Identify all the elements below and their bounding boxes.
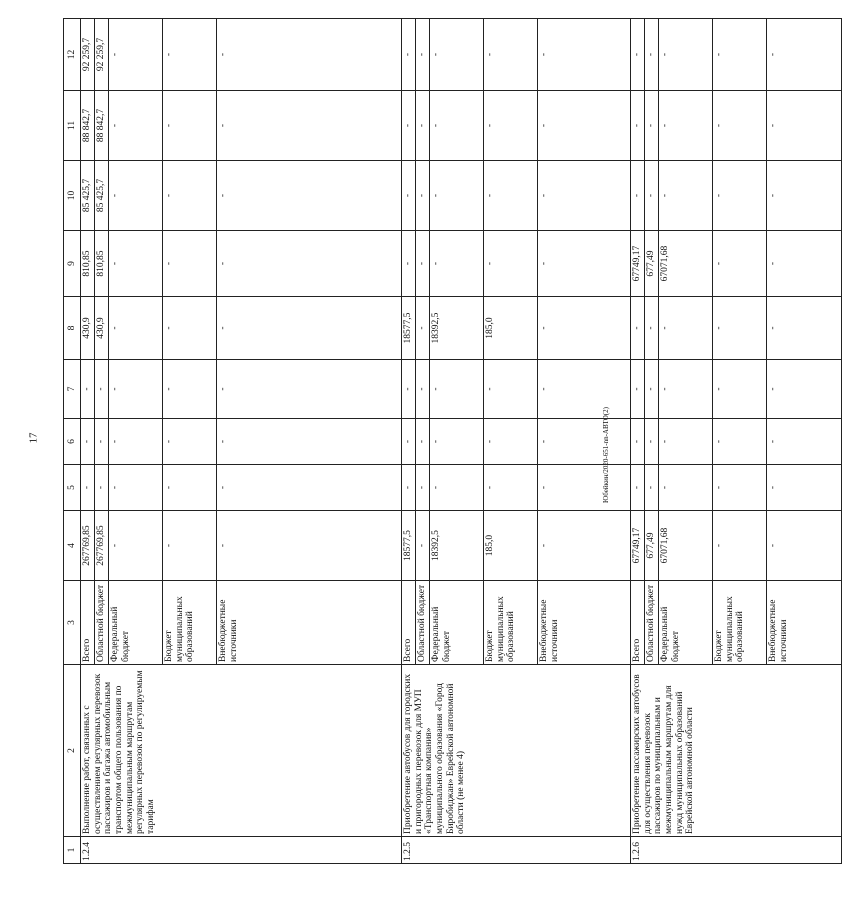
funding-value: - (416, 465, 430, 511)
funding-value: 92 259,7 (95, 19, 109, 91)
funding-value: - (631, 360, 645, 419)
funding-value: - (430, 19, 484, 91)
funding-value: - (81, 419, 95, 465)
column-number-6: 6 (64, 419, 81, 465)
column-number-4: 4 (64, 511, 81, 581)
funding-value: 18577,5 (402, 511, 416, 581)
funding-source: Бюджет муниципальных образований (484, 581, 538, 665)
funding-value: - (767, 465, 842, 511)
funding-value: 185,0 (484, 511, 538, 581)
funding-value: - (163, 419, 217, 465)
funding-value: 810,85 (95, 231, 109, 297)
funding-value: - (109, 419, 163, 465)
funding-value: - (713, 19, 767, 91)
funding-value: - (217, 91, 402, 161)
funding-value: - (163, 297, 217, 360)
funding-value: - (713, 419, 767, 465)
funding-value: - (416, 231, 430, 297)
funding-value: - (109, 465, 163, 511)
funding-value: - (416, 161, 430, 231)
item-title: Приобретение автобусов для городских и пригородных перевозок для МУП «Транспортная компания» муниципального образования «Город Биробиджан» Еврейской автономной области (не менее 4) (402, 665, 631, 837)
funding-value: 267769,85 (95, 511, 109, 581)
funding-value: 677,49 (645, 511, 659, 581)
funding-value: - (767, 511, 842, 581)
funding-value: - (645, 19, 659, 91)
column-number-3: 3 (64, 581, 81, 665)
funding-value: - (538, 511, 631, 581)
funding-value: - (163, 360, 217, 419)
funding-value: - (538, 297, 631, 360)
funding-value: 92 259,7 (81, 19, 95, 91)
funding-value: 85 425,7 (81, 161, 95, 231)
funding-value: - (484, 231, 538, 297)
funding-value: - (767, 419, 842, 465)
funding-value: - (163, 91, 217, 161)
funding-value: - (767, 297, 842, 360)
funding-value: - (109, 297, 163, 360)
column-number-8: 8 (64, 297, 81, 360)
funding-value: 67071,68 (659, 511, 713, 581)
funding-source: Областной бюджет (416, 581, 430, 665)
funding-value: - (659, 465, 713, 511)
column-number-2: 2 (64, 665, 81, 837)
funding-value: - (538, 231, 631, 297)
funding-value: - (109, 360, 163, 419)
funding-value: 18392,5 (430, 297, 484, 360)
funding-value: - (484, 161, 538, 231)
funding-value: - (109, 91, 163, 161)
funding-value: 88 842,7 (81, 91, 95, 161)
funding-value: - (659, 419, 713, 465)
funding-value: 430,9 (95, 297, 109, 360)
funding-value: - (484, 19, 538, 91)
funding-value: - (416, 511, 430, 581)
funding-value: - (416, 19, 430, 91)
funding-value: - (217, 297, 402, 360)
funding-value: - (95, 419, 109, 465)
funding-value: - (95, 360, 109, 419)
funding-source: Всего (402, 581, 416, 665)
item-number: 1.2.6 (631, 837, 842, 864)
funding-source: Федеральный бюджет (659, 581, 713, 665)
funding-value: - (645, 91, 659, 161)
funding-value: 67749,17 (631, 511, 645, 581)
funding-source: Бюджет муниципальных образований (713, 581, 767, 665)
funding-value: - (713, 360, 767, 419)
column-number-1: 1 (64, 837, 81, 864)
funding-value: - (402, 465, 416, 511)
funding-value: 267769,85 (81, 511, 95, 581)
funding-value: - (416, 297, 430, 360)
funding-value: - (538, 91, 631, 161)
funding-value: - (631, 297, 645, 360)
funding-value: - (645, 297, 659, 360)
funding-value: 85 425,7 (95, 161, 109, 231)
funding-value: - (645, 465, 659, 511)
funding-value: - (163, 511, 217, 581)
funding-value: - (109, 161, 163, 231)
funding-value: - (484, 360, 538, 419)
table-row (81, 19, 95, 864)
funding-value: 88 842,7 (95, 91, 109, 161)
funding-value: - (430, 419, 484, 465)
funding-value: - (538, 419, 631, 465)
funding-value: - (430, 360, 484, 419)
funding-value: - (631, 91, 645, 161)
funding-source: Федеральный бюджет (430, 581, 484, 665)
page-number: 17 (27, 432, 40, 444)
funding-source: Бюджет муниципальных образований (163, 581, 217, 665)
funding-value: - (430, 465, 484, 511)
funding-value: - (538, 161, 631, 231)
funding-value: - (713, 511, 767, 581)
funding-value: - (402, 91, 416, 161)
funding-value: - (402, 419, 416, 465)
funding-source: Внебюджетные источники (767, 581, 842, 665)
funding-value: - (631, 419, 645, 465)
funding-value: - (109, 231, 163, 297)
funding-source: Всего (81, 581, 95, 665)
funding-source: Внебюджетные источники (538, 581, 631, 665)
funding-value: - (430, 91, 484, 161)
funding-value: - (659, 91, 713, 161)
funding-value: - (631, 465, 645, 511)
funding-value: - (217, 161, 402, 231)
funding-value: - (713, 465, 767, 511)
funding-value: 677,49 (645, 231, 659, 297)
funding-value: - (217, 465, 402, 511)
funding-source: Областной бюджет (645, 581, 659, 665)
funding-value: - (81, 465, 95, 511)
funding-value: - (163, 161, 217, 231)
funding-value: - (659, 297, 713, 360)
funding-value: - (430, 231, 484, 297)
funding-value: - (538, 19, 631, 91)
funding-value: - (767, 19, 842, 91)
funding-value: - (631, 19, 645, 91)
table-body (64, 19, 842, 864)
funding-table (63, 18, 842, 864)
funding-value: - (163, 465, 217, 511)
funding-value: - (402, 19, 416, 91)
funding-value: - (767, 91, 842, 161)
funding-value: - (430, 161, 484, 231)
funding-value: - (402, 360, 416, 419)
funding-value: - (109, 19, 163, 91)
funding-value: - (402, 231, 416, 297)
funding-value: - (217, 360, 402, 419)
funding-value: 18577,5 (402, 297, 416, 360)
funding-value: 185,0 (484, 297, 538, 360)
funding-value: 810,85 (81, 231, 95, 297)
item-title: Приобретение пассажирских автобусов для осуществления перевозок пассажиров по муниципальным и межмуниципальным маршрутам для нужд муниципальных образований Еврейской автономной области (631, 665, 842, 837)
funding-value: - (416, 91, 430, 161)
funding-value: - (631, 161, 645, 231)
funding-value: - (416, 360, 430, 419)
funding-value: - (163, 19, 217, 91)
funding-value: - (767, 360, 842, 419)
funding-value: - (484, 465, 538, 511)
header-row (64, 19, 81, 864)
funding-value: - (109, 511, 163, 581)
funding-source: Областной бюджет (95, 581, 109, 665)
funding-value: 430,9 (81, 297, 95, 360)
document-side-identifier: Юбейкин/2020-651-nn-АВТО(2) (602, 407, 610, 503)
funding-value: - (645, 419, 659, 465)
funding-value: - (645, 161, 659, 231)
funding-value: - (416, 419, 430, 465)
funding-value: - (163, 231, 217, 297)
funding-value: - (659, 360, 713, 419)
funding-source: Внебюджетные источники (217, 581, 402, 665)
column-number-11: 11 (64, 91, 81, 161)
column-number-7: 7 (64, 360, 81, 419)
column-number-10: 10 (64, 161, 81, 231)
funding-value: - (659, 19, 713, 91)
funding-value: - (217, 19, 402, 91)
funding-value: - (402, 161, 416, 231)
funding-value: - (713, 231, 767, 297)
column-number-5: 5 (64, 465, 81, 511)
funding-value: - (81, 360, 95, 419)
column-number-12: 12 (64, 19, 81, 91)
funding-value: - (538, 360, 631, 419)
item-number: 1.2.4 (81, 837, 402, 864)
funding-value: - (767, 231, 842, 297)
table-row (402, 19, 416, 864)
funding-value: - (484, 91, 538, 161)
funding-value: - (713, 91, 767, 161)
funding-source: Федеральный бюджет (109, 581, 163, 665)
funding-value: - (713, 297, 767, 360)
funding-value: 67071,68 (659, 231, 713, 297)
funding-value: 18392,5 (430, 511, 484, 581)
item-number: 1.2.5 (402, 837, 631, 864)
funding-value: - (484, 419, 538, 465)
funding-value: - (659, 161, 713, 231)
funding-value: - (645, 360, 659, 419)
funding-value: - (217, 511, 402, 581)
table-row (631, 19, 645, 864)
funding-value: - (217, 419, 402, 465)
funding-value: - (217, 231, 402, 297)
column-number-9: 9 (64, 231, 81, 297)
funding-value: - (95, 465, 109, 511)
funding-value: 67749,17 (631, 231, 645, 297)
funding-source: Всего (631, 581, 645, 665)
item-title: Выполнение работ, связанных с осуществлением регулярных перевозок пассажиров и багажа автомобильным транспортом общего пользования по межмуниципальным маршрутам регулярных перевозок по регулируемым тарифам (81, 665, 402, 837)
funding-value: - (713, 161, 767, 231)
funding-value: - (538, 465, 631, 511)
funding-value: - (767, 161, 842, 231)
